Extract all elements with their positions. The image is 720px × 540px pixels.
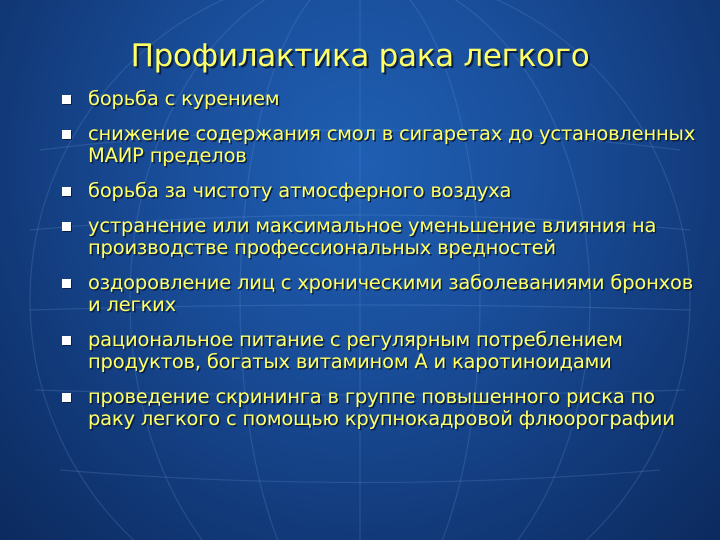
bullet-square-icon xyxy=(62,187,71,196)
bullet-square-icon xyxy=(62,222,71,231)
list-item-text: рациональное питание с регулярным потреблением продуктов, богатых витамином А и каротиноидами xyxy=(88,328,623,373)
bullet-square-icon xyxy=(62,95,71,104)
list-item xyxy=(60,329,700,373)
list-item-text: борьба за чистоту атмосферного воздуха xyxy=(88,179,512,202)
bullet-list xyxy=(60,88,700,443)
list-item-text: борьба с курением xyxy=(88,87,280,110)
list-item xyxy=(60,123,700,167)
list-item-text: устранение или максимальное уменьшение влияния на производстве профессиональных вредностей xyxy=(88,214,657,259)
list-item xyxy=(60,386,700,430)
bullet-square-icon xyxy=(62,336,71,345)
bullet-square-icon xyxy=(62,393,71,402)
list-item xyxy=(60,272,700,316)
list-item-text: снижение содержания смол в сигаретах до установленных МАИР пределов xyxy=(88,122,696,167)
list-item-text: проведение скрининга в группе повышенного риска по раку легкого с помощью крупнокадровой флюорографии xyxy=(88,385,675,430)
slide-title: Профилактика рака легкого xyxy=(130,38,590,74)
list-item xyxy=(60,88,700,110)
list-item xyxy=(60,180,700,202)
list-item xyxy=(60,215,700,259)
bullet-square-icon xyxy=(62,130,71,139)
bullet-square-icon xyxy=(62,279,71,288)
list-item-text: оздоровление лиц с хроническими заболеваниями бронхов и легких xyxy=(88,271,694,316)
